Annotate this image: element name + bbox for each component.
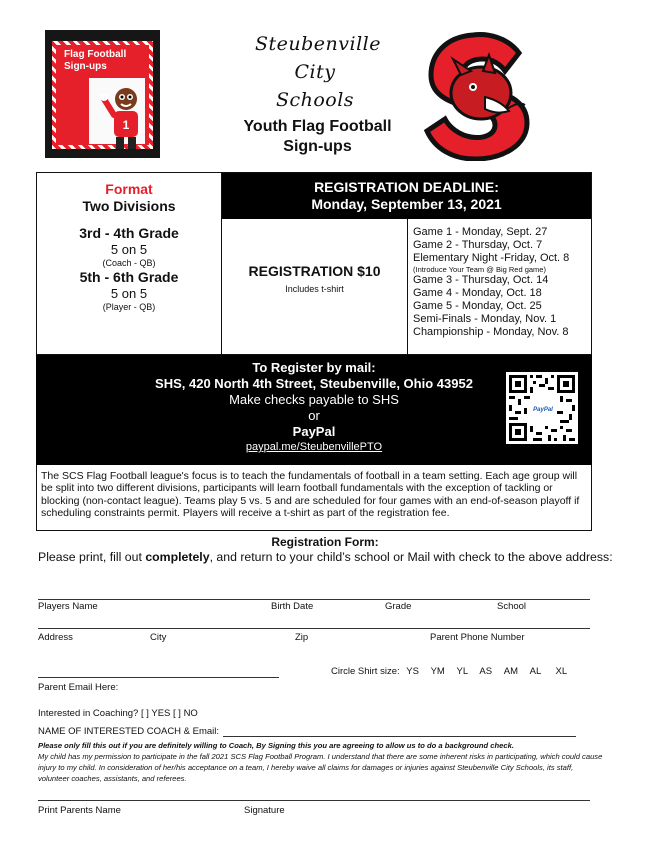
schedule-item: Game 4 - Monday, Oct. 18 — [413, 287, 542, 299]
deadline-line-1: REGISTRATION DEADLINE: — [314, 179, 499, 195]
shirt-size-option[interactable]: XL — [555, 666, 568, 677]
logo-title — [64, 49, 126, 73]
or-text: or — [308, 408, 320, 423]
coach-notice — [38, 740, 603, 751]
logo-title-line-1: Flag Football — [64, 49, 127, 60]
event-title-line-2: Sign-ups — [283, 138, 352, 155]
parent-email-line[interactable] — [38, 677, 279, 678]
instr-bold: completely — [145, 550, 210, 564]
shirt-size-label: Circle Shirt size: — [331, 666, 400, 677]
schedule-item-note: (Introduce Your Team @ Big Red game) — [413, 265, 546, 274]
form-title: Registration Form: — [271, 535, 379, 549]
grade-group-1-note: (Coach - QB) — [102, 258, 156, 268]
divisions-label: Two Divisions — [82, 198, 176, 214]
parent-phone-label: Parent Phone Number — [430, 632, 525, 643]
grade-group-1: 3rd - 4th Grade — [79, 225, 179, 241]
fee-note: Includes t-shirt — [285, 284, 344, 294]
school-name-line-1: Steubenville — [255, 33, 381, 55]
address-row-line[interactable] — [38, 628, 590, 629]
coaching-checkboxes[interactable]: Interested in Coaching? [ ] YES [ ] NO — [38, 708, 198, 719]
instr-text-1: Please print, fill out — [38, 550, 146, 564]
schedule-item: Semi-Finals - Monday, Nov. 1 — [413, 313, 557, 325]
fee-cell — [222, 219, 408, 354]
birth-date-label: Birth Date — [271, 601, 314, 612]
school-name — [255, 30, 381, 114]
big-red-mascot-logo — [423, 31, 533, 161]
format-column — [37, 173, 222, 354]
mail-registration-band — [36, 355, 592, 465]
coach-name-line[interactable] — [223, 736, 576, 737]
players-row-line[interactable] — [38, 599, 590, 600]
schedule-item: Game 1 - Monday, Sept. 27 — [413, 226, 548, 238]
grade-group-2-note: (Player - QB) — [102, 302, 156, 312]
coach-notice-text: Please only fill this out if you are definitely willing to Coach, By Signing this you are agreeing to allow us to do a background check. — [38, 741, 514, 750]
game-schedule — [413, 226, 591, 339]
schedule-item: Championship - Monday, Nov. 8 — [413, 326, 569, 338]
flag-football-logo — [45, 30, 160, 158]
league-description: The SCS Flag Football league's focus is to teach the fundamentals of football in a team setting. Each age group will be split into two different divisions, participants will learn football fundamentals with the exception of tackling or blocking (non-contact league). Teams play 5 vs. 5 and are scheduled for four games with an end-of-season playoff if scheduling constraints permit. Players will receive a t-shirt as part of the registration fee. — [36, 465, 592, 531]
paypal-link[interactable]: paypal.me/SteubenvillePTO — [245, 441, 383, 453]
shirt-size-option[interactable]: AL — [529, 666, 541, 677]
print-parent-label: Print Parents Name — [38, 805, 121, 816]
school-label: School — [497, 601, 527, 612]
parent-email-label: Parent Email Here: — [38, 682, 119, 693]
signature-label: Signature — [244, 805, 285, 816]
paypal-qr-code[interactable] — [506, 372, 578, 444]
shirt-size-option[interactable]: AM — [503, 666, 518, 677]
coach-name-label: NAME OF INTERESTED COACH & Email: — [38, 726, 220, 737]
form-instructions — [38, 550, 613, 564]
paypal-label: PayPal — [292, 424, 336, 439]
grade-label: Grade — [385, 601, 412, 612]
event-title — [225, 117, 410, 157]
schedule-item: Game 3 - Thursday, Oct. 14 — [413, 274, 549, 286]
info-table — [36, 172, 592, 355]
shirt-size-option[interactable]: YL — [456, 666, 468, 677]
fee-title: REGISTRATION $10 — [248, 263, 381, 279]
city-label: City — [150, 632, 167, 643]
grade-group-2: 5th - 6th Grade — [79, 269, 179, 285]
school-name-line-2: City Schools — [275, 61, 355, 111]
players-name-label: Players Name — [38, 601, 98, 612]
shirt-size-option[interactable]: AS — [479, 666, 493, 677]
mascot-player-icon — [100, 85, 148, 151]
mail-heading: To Register by mail: — [252, 360, 376, 375]
event-title-line-1: Youth Flag Football — [243, 118, 392, 135]
signature-line[interactable] — [38, 800, 590, 801]
instr-text-2: , and return to your child’s school or Mail with check to the above address: — [209, 550, 613, 564]
shirt-size-option[interactable]: YS — [406, 666, 419, 677]
mail-address: SHS, 420 North 4th Street, Steubenville, Ohio 43952 — [155, 376, 473, 391]
format-label: Format — [105, 181, 153, 197]
schedule-item: Game 2 - Thursday, Oct. 7 — [413, 239, 543, 251]
deadline-line-2: Monday, September 13, 2021 — [311, 196, 502, 212]
address-label: Address — [38, 632, 73, 643]
grade-group-2-format: 5 on 5 — [110, 286, 148, 301]
liability-waiver: My child has my permission to participate in the fall 2021 SCS Flag Football Program. I understand that there are some inherent risks in participating, which could cause injury to my child. In consideration of her/his acceptance on a team, I hereby waive all claims for damages or injuries against Steubenville City Schools, its staff, volunteer coaches, assistants, and referees. — [38, 752, 603, 783]
grade-group-1-format: 5 on 5 — [110, 242, 148, 257]
schedule-item: Elementary Night -Friday, Oct. 8 — [413, 252, 570, 264]
svg-text:1: 1 — [122, 118, 130, 132]
logo-title-line-2: Sign-ups — [64, 61, 107, 72]
zip-label: Zip — [295, 632, 309, 643]
deadline-banner — [222, 173, 591, 219]
qr-paypal-label: PayPal — [533, 407, 553, 413]
checks-payable: Make checks payable to SHS — [229, 392, 399, 407]
schedule-item: Game 5 - Monday, Oct. 25 — [413, 300, 542, 312]
shirt-size-field[interactable] — [331, 666, 567, 677]
shirt-size-option[interactable]: YM — [430, 666, 445, 677]
